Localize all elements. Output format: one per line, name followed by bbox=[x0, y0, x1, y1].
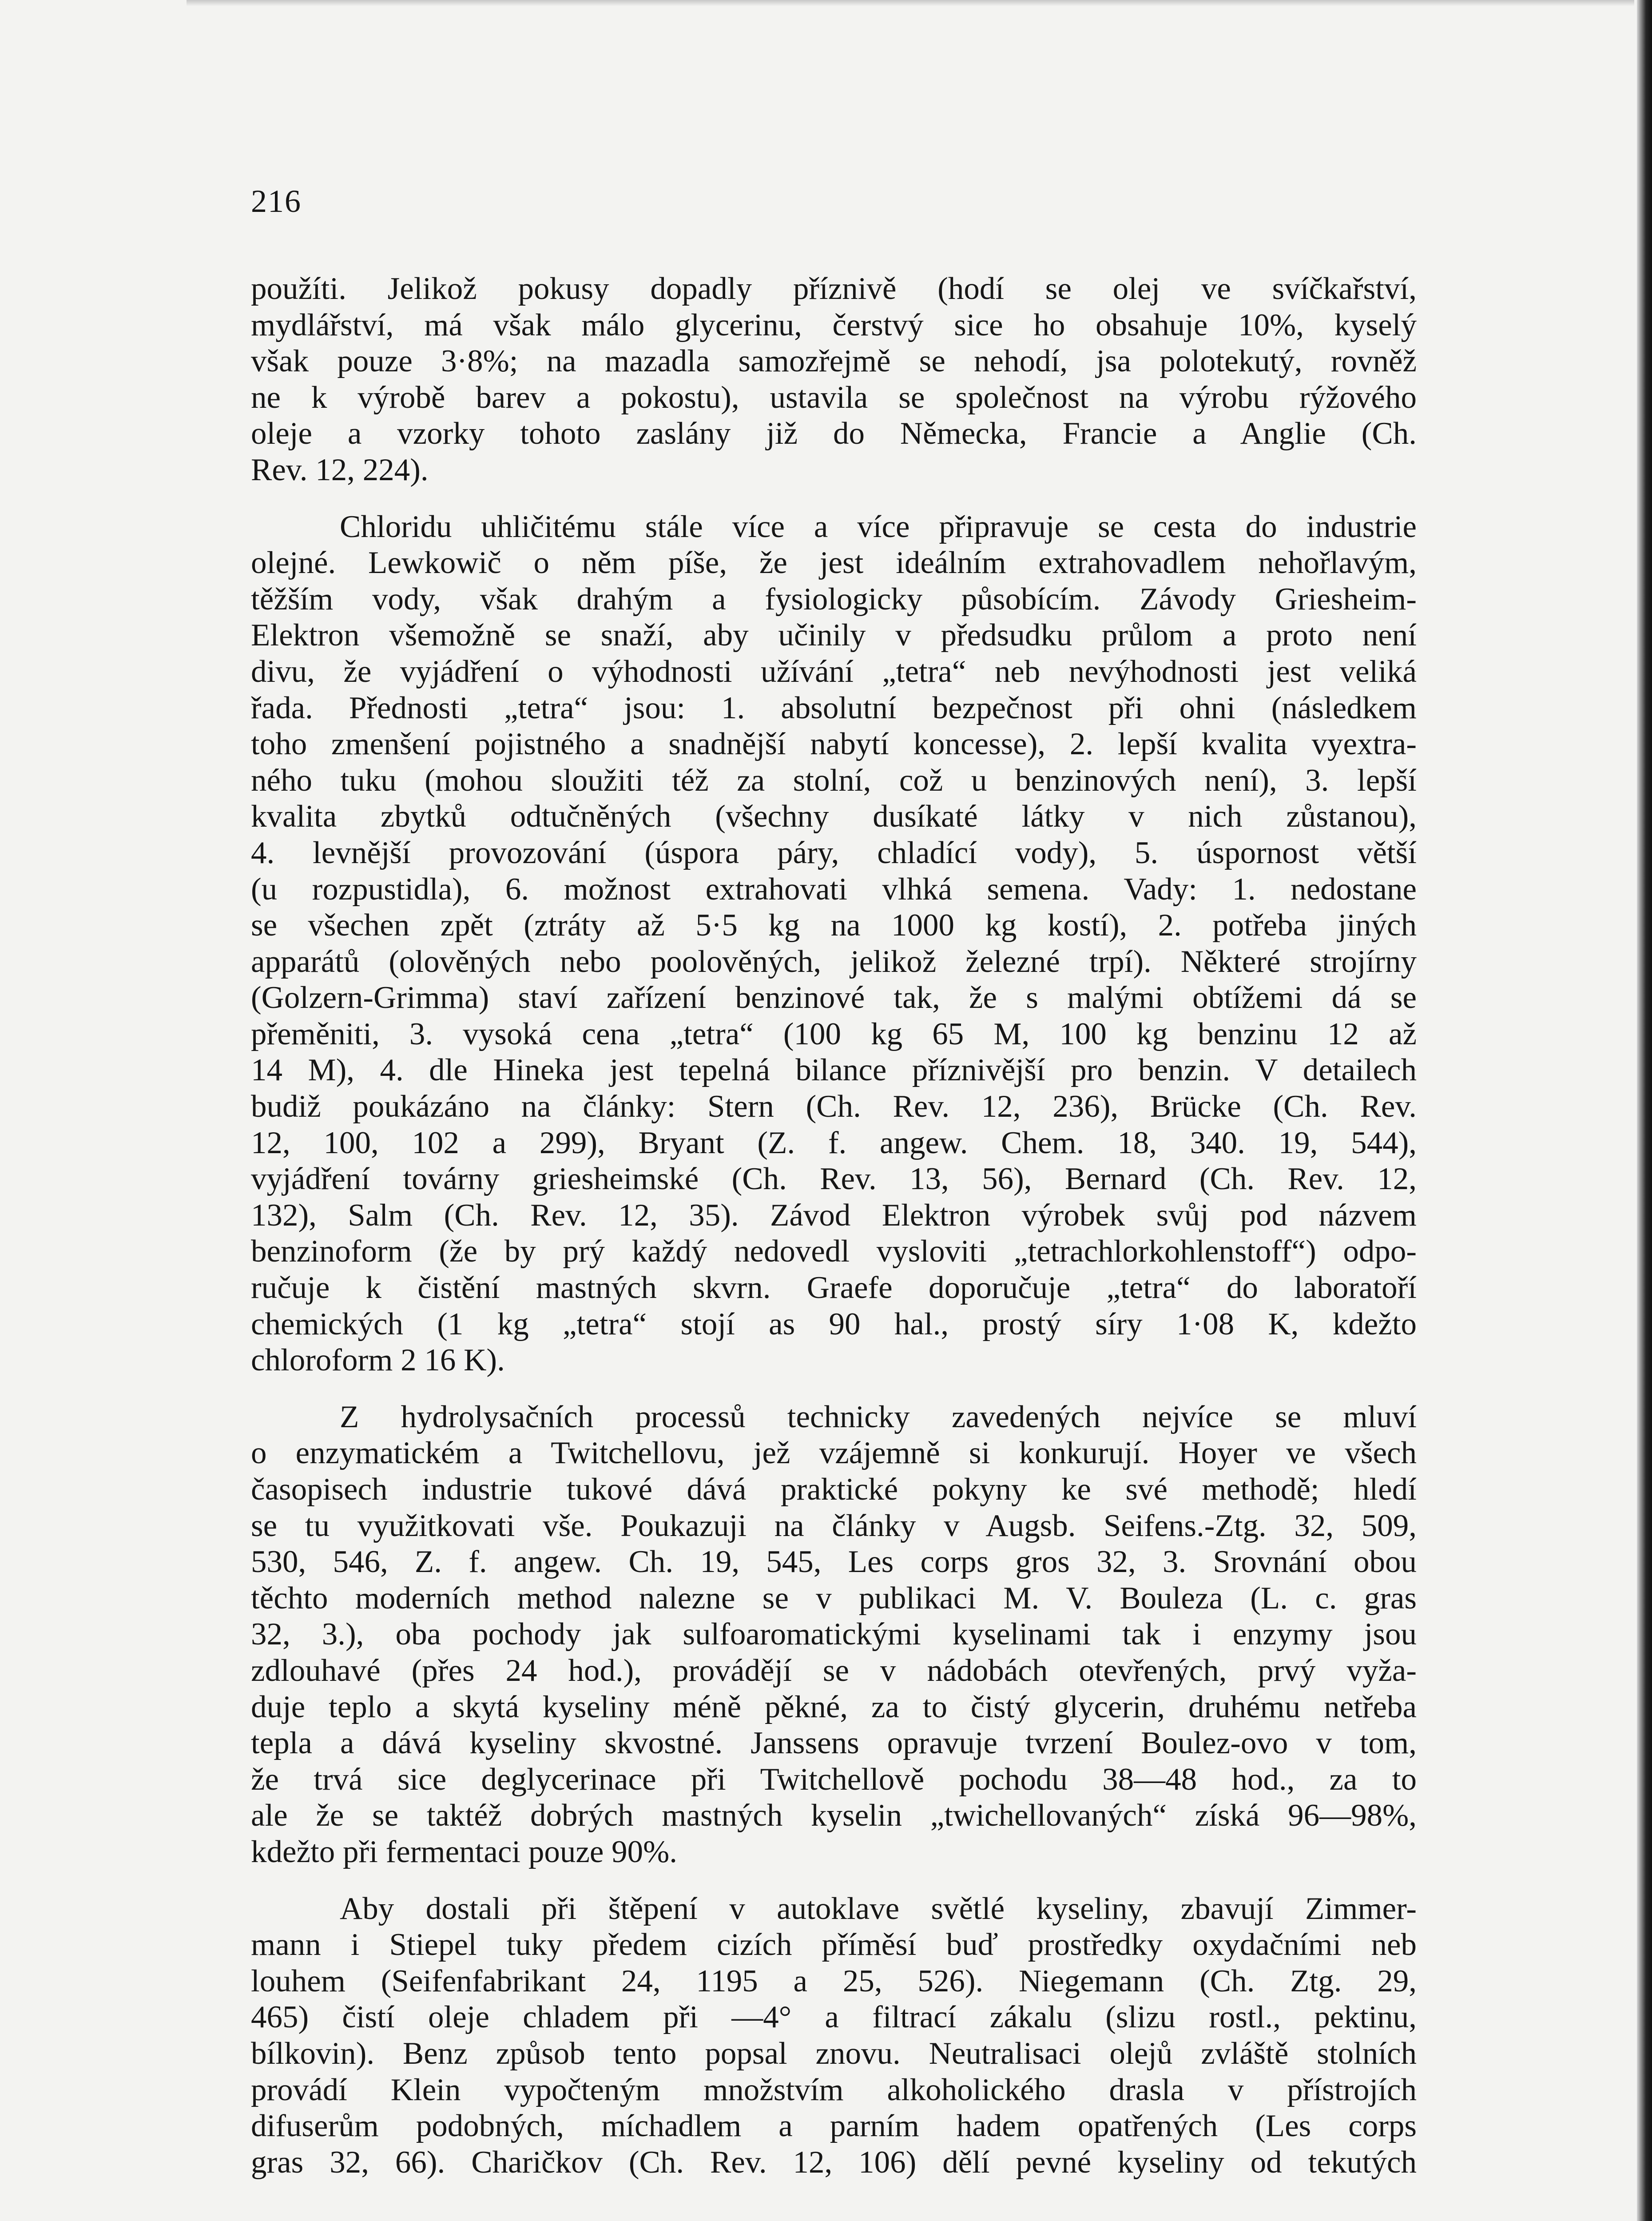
text-line: difuserům podobných, míchadlem a parním hadem opatřených (Les corps bbox=[251, 2109, 1417, 2144]
text-line: provádí Klein vypočteným množstvím alkoholického drasla v přístrojích bbox=[251, 2072, 1417, 2107]
text-line: kdežto při fermentaci pouze 90%. bbox=[251, 1834, 678, 1869]
text-line: louhem (Seifenfabrikant 24, 1195 a 25, 526). Niegemann (Ch. Ztg. 29, bbox=[251, 1963, 1417, 1998]
scan-page-edge bbox=[1637, 0, 1652, 2221]
text-line: budiž poukázáno na články: Stern (Ch. Rev. 12, 236), Brücke (Ch. Rev. bbox=[251, 1089, 1417, 1124]
text-line: oleje a vzorky tohoto zaslány již do Německa, Francie a Anglie (Ch. bbox=[251, 416, 1417, 451]
text-line: Elektron všemožně se snaží, aby učinily v předsudku průlom a proto není bbox=[251, 618, 1417, 653]
text-line: 12, 100, 102 a 299), Bryant (Z. f. angew. Chem. 18, 340. 19, 544), bbox=[251, 1125, 1417, 1160]
text-line: se tu využitkovati vše. Poukazuji na články v Augsb. Seifens.-Ztg. 32, 509, bbox=[251, 1508, 1417, 1543]
text-line: Aby dostali při štěpení v autoklave světlé kyseliny, zbavují Zimmer- bbox=[340, 1891, 1417, 1926]
text-line: divu, že vyjádření o výhodnosti užívání „tetra“ neb nevýhodnosti jest veliká bbox=[251, 654, 1417, 689]
scan-top-shadow bbox=[187, 0, 1634, 6]
text-line: benzinoform (že by prý každý nedovedl vysloviti „tetrachlorkohlenstoff“) odpo- bbox=[251, 1234, 1417, 1269]
text-line: Rev. 12, 224). bbox=[251, 452, 429, 487]
text-line: olejné. Lewkowič o něm píše, že jest ideálním extrahovadlem nehořlavým, bbox=[251, 545, 1417, 581]
text-line: (u rozpustidla), 6. možnost extrahovati vlhká semena. Vady: 1. nedostane bbox=[251, 872, 1417, 907]
text-line: kvalita zbytků odtučněných (všechny dusíkaté látky v nich zůstanou), bbox=[251, 799, 1417, 834]
paragraph bbox=[251, 1891, 1417, 2181]
body-text bbox=[251, 271, 1417, 2181]
text-line: (Golzern-Grimma) staví zařízení benzinové tak, že s malými obtížemi dá se bbox=[251, 980, 1417, 1015]
text-line: o enzymatickém a Twitchellovu, jež vzájemně si konkurují. Hoyer ve všech bbox=[251, 1436, 1417, 1471]
text-line: že trvá sice deglycerinace při Twitchellově pochodu 38—48 hod., za to bbox=[251, 1762, 1417, 1797]
text-line: 14 M), 4. dle Hineka jest tepelná bilance příznivější pro benzin. V detailech bbox=[251, 1053, 1417, 1088]
text-line: chloroform 2 16 K). bbox=[251, 1343, 505, 1378]
text-line: těžším vody, však drahým a fysiologicky působícím. Závody Griesheim- bbox=[251, 581, 1417, 617]
text-line: ale že se taktéž dobrých mastných kyselin „twichellovaných“ získá 96—98%, bbox=[251, 1798, 1417, 1833]
text-line: 132), Salm (Ch. Rev. 12, 35). Závod Elektron výrobek svůj pod názvem bbox=[251, 1198, 1417, 1233]
text-line: 530, 546, Z. f. angew. Ch. 19, 545, Les corps gros 32, 3. Srovnání obou bbox=[251, 1544, 1417, 1580]
text-line: zdlouhavé (přes 24 hod.), provádějí se v nádobách otevřených, prvý vyža- bbox=[251, 1653, 1417, 1688]
text-line: ne k výrobě barev a pokostu), ustavila se společnost na výrobu rýžového bbox=[251, 380, 1417, 415]
text-line: gras 32, 66). Charičkov (Ch. Rev. 12, 106) dělí pevné kyseliny od tekutých bbox=[251, 2145, 1417, 2180]
text-line: bílkovin). Benz způsob tento popsal znovu. Neutralisaci olejů zvláště stolních bbox=[251, 2036, 1417, 2071]
text-line: apparátů (olověných nebo poolověných, jelikož železné trpí). Některé strojírny bbox=[251, 944, 1417, 979]
paragraph bbox=[251, 271, 1417, 489]
text-line: řada. Přednosti „tetra“ jsou: 1. absolutní bezpečnost při ohni (následkem bbox=[251, 690, 1417, 725]
text-line: použíti. Jelikož pokusy dopadly příznivě (hodí se olej ve svíčkařství, bbox=[251, 271, 1417, 306]
text-line: časopisech industrie tukové dává praktické pokyny ke své methodě; hledí bbox=[251, 1472, 1417, 1507]
text-line: mydlářství, má však málo glycerinu, čerstvý sice ho obsahuje 10%, kyselý bbox=[251, 307, 1417, 342]
text-line: Z hydrolysačních processů technicky zavedených nejvíce se mluví bbox=[340, 1399, 1417, 1434]
text-line: těchto moderních method nalezne se v publikaci M. V. Bouleza (L. c. gras bbox=[251, 1580, 1417, 1616]
text-line: ručuje k čistění mastných skvrn. Graefe doporučuje „tetra“ do laboratoří bbox=[251, 1270, 1417, 1306]
paragraph-spacer bbox=[251, 1871, 1417, 1891]
page-number: 216 bbox=[251, 183, 302, 219]
text-line: vyjádření továrny griesheimské (Ch. Rev. 13, 56), Bernard (Ch. Rev. 12, bbox=[251, 1162, 1417, 1197]
paragraph bbox=[251, 509, 1417, 1379]
text-line: se všechen zpět (ztráty až 5·5 kg na 1000 kg kostí), 2. potřeba jiných bbox=[251, 908, 1417, 943]
text-line: toho zmenšení pojistného a snadnější nabytí koncesse), 2. lepší kvalita vyextra- bbox=[251, 727, 1417, 762]
paragraph bbox=[251, 1399, 1417, 1871]
text-line: 4. levnější provozování (úspora páry, chladící vody), 5. úspornost větší bbox=[251, 835, 1417, 870]
text-line: přeměniti, 3. vysoká cena „tetra“ (100 kg 65 M, 100 kg benzinu 12 až bbox=[251, 1016, 1417, 1051]
text-line: mann i Stiepel tuky předem cizích příměsí buď prostředky oxydačními neb bbox=[251, 1927, 1417, 1962]
paragraph-spacer bbox=[251, 489, 1417, 509]
text-line: tepla a dává kyseliny skvostné. Janssens opravuje tvrzení Boulez-ovo v tom, bbox=[251, 1726, 1417, 1761]
text-line: chemických (1 kg „tetra“ stojí as 90 hal., prostý síry 1·08 K, kdežto bbox=[251, 1306, 1417, 1341]
paragraph-spacer bbox=[251, 1379, 1417, 1399]
text-line: však pouze 3·8%; na mazadla samozřejmě se nehodí, jsa polotekutý, rovněž bbox=[251, 344, 1417, 379]
text-line: duje teplo a skytá kyseliny méně pěkné, za to čistý glycerin, druhému netřeba bbox=[251, 1689, 1417, 1724]
text-line: Chloridu uhličitému stále více a více připravuje se cesta do industrie bbox=[340, 509, 1417, 544]
text-line: 465) čistí oleje chladem při —4° a filtrací zákalu (slizu rostl., pektinu, bbox=[251, 2000, 1417, 2035]
text-line: 32, 3.), oba pochody jak sulfoaromatickými kyselinami tak i enzymy jsou bbox=[251, 1617, 1417, 1652]
text-line: ného tuku (mohou sloužiti též za stolní, což u benzinových není), 3. lepší bbox=[251, 763, 1417, 798]
